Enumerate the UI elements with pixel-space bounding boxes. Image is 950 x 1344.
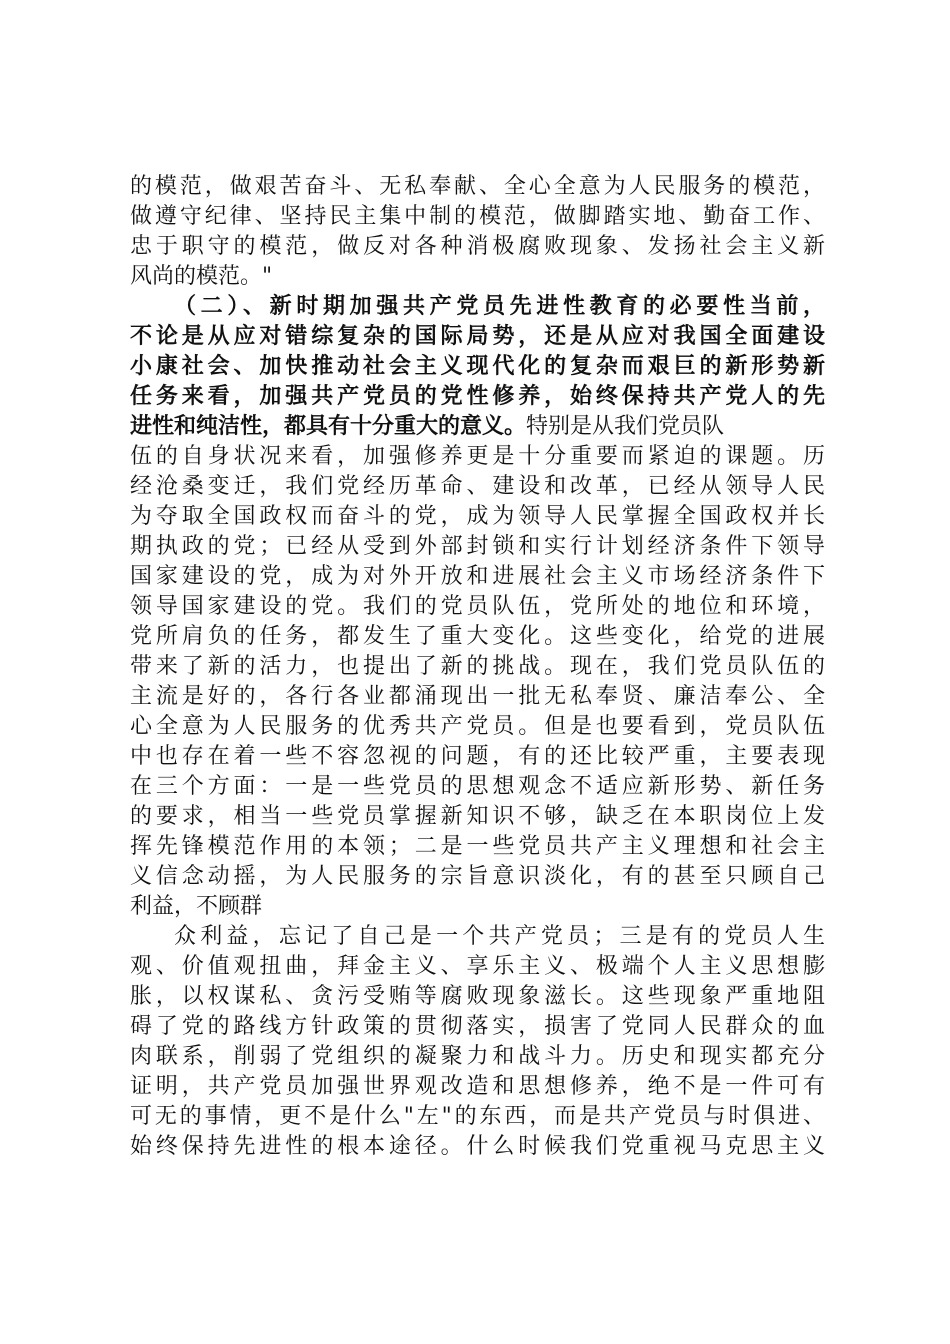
text-line: 做遵守纪律、坚持民主集中制的模范，做脚踏实地、勤奋工作、 (130, 204, 825, 229)
text-line: 观、价值观扭曲，拜金主义、享乐主义、极端个人主义思想膨 (130, 954, 825, 979)
text-line: 肉联系，削弱了党组织的凝聚力和战斗力。历史和现实都充分 (130, 1044, 825, 1069)
mixed-text-line (130, 412, 825, 442)
text-line: 的模范，做艰苦奋斗、无私奉献、全心全意为人民服务的模范， (130, 174, 825, 199)
text-line: 忠于职守的模范，做反对各种消极腐败现象、发扬社会主义新 (130, 234, 825, 259)
text-line: 始终保持先进性的根本途径。什么时候我们党重视马克思主义 (130, 1134, 825, 1159)
text-line: 心全意为人民服务的优秀共产党员。但是也要看到，党员队伍 (130, 714, 825, 739)
text-line: 碍了党的路线方针政策的贯彻落实，损害了党同人民群众的血 (130, 1014, 825, 1039)
section-heading-line: （二）、新时期加强共产党员先进性教育的必要性当前， (174, 294, 825, 319)
text-line: 主流是好的，各行各业都涌现出一批无私奉贤、廉洁奉公、全 (130, 684, 825, 709)
bold-text-line: 任务来看，加强共产党员的党性修养，始终保持共产党人的先 (130, 384, 825, 409)
bold-text-segment: 进性和纯洁性，都具有十分重大的意义。 (130, 414, 527, 439)
text-line: 国家建设的党，成为对外开放和进展社会主义市场经济条件下 (130, 564, 825, 589)
text-line: 领导国家建设的党。我们的党员队伍，党所处的地位和环境， (130, 594, 825, 619)
text-line: 证明，共产党员加强世界观改造和思想修养，绝不是一件可有 (130, 1074, 825, 1099)
text-line: 可无的事情，更不是什么"左"的东西，而是共产党员与时俱进、 (130, 1104, 825, 1129)
text-line: 经沧桑变迁，我们党经历革命、建设和改革，已经从领导人民 (130, 474, 825, 499)
bold-text-line: 小康社会、加快推动社会主义现代化的复杂而艰巨的新形势新 (130, 354, 825, 379)
text-line: 胀，以权谋私、贪污受贿等腐败现象滋长。这些现象严重地阻 (130, 984, 825, 1009)
text-segment: 特别是从我们党员队 (526, 414, 725, 439)
text-line: 义信念动摇，为人民服务的宗旨意识淡化，有的甚至只顾自己 (130, 864, 825, 889)
text-line: 伍的自身状况来看，加强修养更是十分重要而紧迫的课题。历 (130, 444, 825, 469)
text-line: 利益，不顾群 (130, 894, 263, 919)
text-line: 党所肩负的任务，都发生了重大变化。这些变化，给党的进展 (130, 624, 825, 649)
paragraph-start-line: 众利益，忘记了自己是一个共产党员；三是有的党员人生 (174, 924, 825, 949)
document-body (130, 172, 825, 1162)
text-line: 的要求，相当一些党员掌握新知识不够，缺乏在本职岗位上发 (130, 804, 825, 829)
text-line: 在三个方面：一是一些党员的思想观念不适应新形势、新任务 (130, 774, 825, 799)
text-line: 期执政的党；已经从受到外部封锁和实行计划经济条件下领导 (130, 534, 825, 559)
text-line: 为夺取全国政权而奋斗的党，成为领导人民掌握全国政权并长 (130, 504, 825, 529)
text-line: 中也存在着一些不容忽视的问题，有的还比较严重，主要表现 (130, 744, 825, 769)
bold-text-line: 不论是从应对错综复杂的国际局势，还是从应对我国全面建设 (130, 324, 825, 349)
text-line: 风尚的模范。" (130, 264, 273, 289)
text-line: 挥先锋模范作用的本领；二是一些党员共产主义理想和社会主 (130, 834, 825, 859)
text-line: 带来了新的活力，也提出了新的挑战。现在，我们党员队伍的 (130, 654, 825, 679)
